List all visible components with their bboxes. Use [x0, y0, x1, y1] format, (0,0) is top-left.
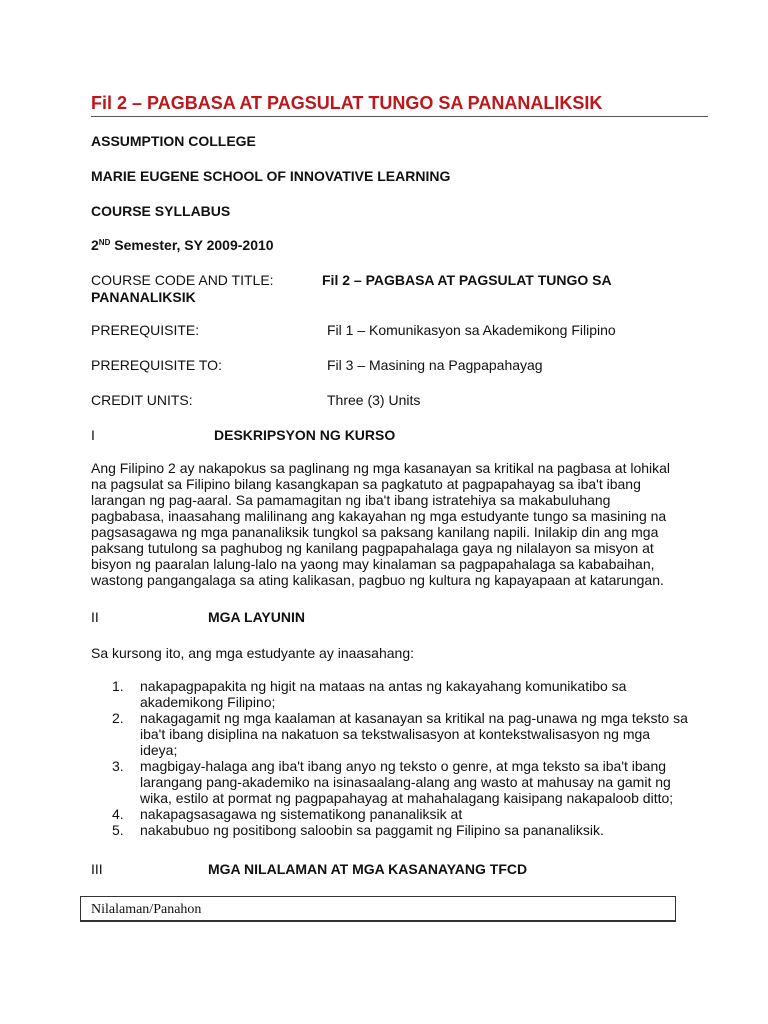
- list-item-number: 1.: [112, 678, 124, 694]
- credit-units-label: CREDIT UNITS:: [91, 392, 193, 408]
- paragraph-line: na pagsulat sa Filipino bilang kasangkapan sa pagkatuto at pagpapahayag sa iba't ibang: [91, 476, 641, 492]
- list-item-number: 2.: [112, 710, 124, 726]
- college-name: ASSUMPTION COLLEGE: [91, 133, 256, 149]
- list-item-line: nakagagamit ng mga kaalaman at kasanayan sa kritikal na pag-unawa ng mga teksto sa: [140, 710, 688, 726]
- document-type: COURSE SYLLABUS: [91, 203, 231, 219]
- paragraph-line: pagbabasa, inaasahang malilinang ang kakayahan ng mga estudyante tungo sa masining na: [91, 508, 667, 524]
- section-1-number: I: [91, 427, 95, 443]
- list-item-line: larangang pang-akademiko na isinasaalang-alang ang wasto at mahusay na gamit ng: [140, 774, 671, 790]
- title-underline: [91, 116, 708, 117]
- course-description-paragraph: [91, 460, 691, 588]
- list-item: [112, 822, 702, 838]
- list-item-line: ideya;: [140, 742, 178, 758]
- prerequisite-value: Fil 1 – Komunikasyon sa Akademikong Filipino: [327, 322, 616, 338]
- list-item: [112, 758, 702, 806]
- prerequisite-to-label: PREREQUISITE TO:: [91, 357, 222, 373]
- objectives-intro: Sa kursong ito, ang mga estudyante ay inaasahang:: [91, 645, 414, 661]
- list-item-line: wika, estilo at pormat ng pagpapahayag at mahahalagang kaisipang nakapaloob ditto;: [140, 790, 674, 806]
- paragraph-line: Ang Filipino 2 ay nakapokus sa paglinang ng mga kasanayan sa kritikal na pagbasa at lohikal: [91, 460, 671, 476]
- list-item-line: nakapagpapakita ng higit na mataas na antas ng kakayahang komunikatibo sa: [140, 678, 627, 694]
- credit-units-value: Three (3) Units: [327, 392, 421, 408]
- course-code-label: COURSE CODE AND TITLE:: [91, 272, 274, 288]
- section-1-title: DESKRIPSYON NG KURSO: [214, 427, 396, 443]
- paragraph-line: bisyon ng paaralan lalung-lalo na yaong may kinalaman sa pagpapahalaga sa kababaihan,: [91, 556, 655, 572]
- section-3-number: III: [91, 861, 103, 877]
- paragraph-line: paksang tutulong sa paghubog ng kanilang pagpapahalaga gaya ng nilalayon sa misyon at: [91, 540, 654, 556]
- semester-number: 2: [91, 237, 99, 253]
- paragraph-line: larangan ng pag-aaral. Sa pamamagitan ng iba't ibang istratehiya sa makabuluhang: [91, 492, 611, 508]
- list-item: [112, 806, 702, 822]
- paragraph-line: pagsasagawa ng mga pananaliksik tungkol sa paksang kanilang napili. Inilakip din ang mga: [91, 524, 659, 540]
- semester-text: Semester, SY 2009-2010: [110, 237, 274, 253]
- list-item-number: 4.: [112, 806, 124, 822]
- section-2-title: MGA LAYUNIN: [208, 609, 305, 625]
- list-item-line: akademikong Filipino;: [140, 694, 276, 710]
- prerequisite-label: PREREQUISITE:: [91, 322, 200, 338]
- section-3-title: MGA NILALAMAN AT MGA KASANAYANG TFCD: [208, 861, 528, 877]
- list-item-line: iba't ibang disiplina na nakatuon sa tekstwalisasyon at kontekstwalisasyon ng mga: [140, 726, 651, 742]
- content-table-header-cell: Nilalaman/Panahon: [80, 896, 676, 922]
- section-2-number: II: [91, 609, 99, 625]
- list-item-number: 5.: [112, 822, 124, 838]
- list-item-line: magbigay-halaga ang iba't ibang anyo ng teksto o genre, at mga teksto sa iba't ibang: [140, 758, 667, 774]
- list-item-line: nakabubuo ng positibong saloobin sa paggamit ng Filipino sa pananaliksik.: [140, 822, 604, 838]
- school-name: MARIE EUGENE SCHOOL OF INNOVATIVE LEARNING: [91, 168, 451, 184]
- list-item: [112, 710, 702, 758]
- semester-superscript: ND: [98, 238, 111, 247]
- list-item-number: 3.: [112, 758, 124, 774]
- paragraph-line: wastong pangangalaga sa ating kalikasan, pagbuo ng kultura ng kapayapaan at katarungan.: [91, 572, 664, 588]
- document-title: Fil 2 – PAGBASA AT PAGSULAT TUNGO SA PANANALIKSIK: [91, 93, 603, 113]
- list-item: [112, 678, 702, 710]
- objectives-list: [112, 678, 702, 838]
- semester-line: [91, 236, 274, 254]
- prerequisite-to-value: Fil 3 – Masining na Pagpapahayag: [327, 357, 543, 373]
- list-item-line: nakapagsasagawa ng sistematikong pananaliksik at: [140, 806, 463, 822]
- course-code-continuation: PANANALIKSIK: [91, 289, 196, 305]
- course-code-value: Fil 2 – PAGBASA AT PAGSULAT TUNGO SA: [322, 272, 612, 288]
